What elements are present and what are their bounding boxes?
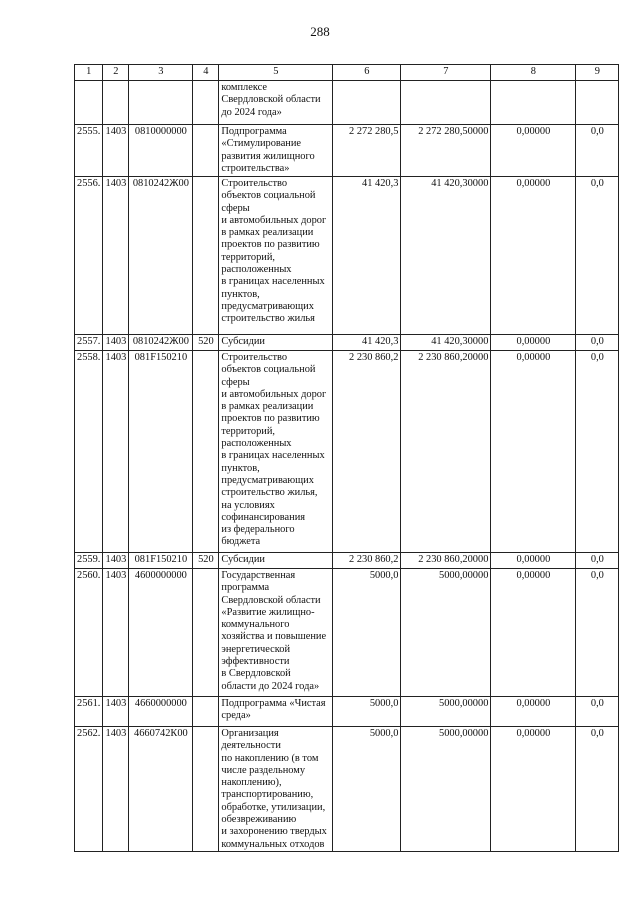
amount-col6: 41 420,3	[333, 335, 401, 351]
amount-col8	[491, 81, 576, 125]
page-number: 288	[310, 24, 330, 39]
column-header: 8	[491, 65, 576, 81]
amount-col8: 0,00000	[491, 697, 576, 727]
column-header: 2	[103, 65, 129, 81]
section-code: 1403	[103, 553, 129, 569]
amount-col6: 5000,0	[333, 697, 401, 727]
expense-type	[193, 81, 219, 125]
target-code: 4660000000	[129, 697, 193, 727]
amount-col7: 5000,00000	[401, 727, 491, 852]
budget-table	[74, 64, 619, 852]
table-row	[75, 351, 619, 553]
row-number	[75, 81, 103, 125]
item-name: Подпрограмма «Чистая среда»	[219, 697, 333, 727]
table-header-row	[75, 65, 619, 81]
item-name: Подпрограмма «Стимулирование развития жилищного строительства»	[219, 125, 333, 177]
section-code: 1403	[103, 125, 129, 177]
amount-col9: 0,0	[576, 727, 619, 852]
target-code: 4660742К00	[129, 727, 193, 852]
item-name: Государственная программа Свердловской области «Развитие жилищно- коммунального хозяйства и повышение энергетической эффективности в Свердловской области до 2024 года»	[219, 569, 333, 697]
amount-col9	[576, 81, 619, 125]
row-number: 2556.	[75, 177, 103, 335]
amount-col9: 0,0	[576, 125, 619, 177]
item-name: Строительство объектов социальной сферы и автомобильных дорог в рамках реализации проектов по развитию территорий, расположенных в границах населенных пунктов, предусматривающих строительство жилья, на условиях софинансирования из федерального бюджета	[219, 351, 333, 553]
column-header: 9	[576, 65, 619, 81]
amount-col6: 5000,0	[333, 569, 401, 697]
amount-col9: 0,0	[576, 553, 619, 569]
amount-col7: 41 420,30000	[401, 177, 491, 335]
target-code: 081F150210	[129, 553, 193, 569]
amount-col8: 0,00000	[491, 569, 576, 697]
amount-col9: 0,0	[576, 697, 619, 727]
table-row	[75, 569, 619, 697]
row-number: 2562.	[75, 727, 103, 852]
amount-col8: 0,00000	[491, 727, 576, 852]
expense-type: 520	[193, 335, 219, 351]
item-name: Субсидии	[219, 553, 333, 569]
amount-col7: 2 272 280,50000	[401, 125, 491, 177]
target-code: 0810242Ж00	[129, 335, 193, 351]
section-code: 1403	[103, 727, 129, 852]
expense-type: 520	[193, 553, 219, 569]
amount-col6: 2 272 280,5	[333, 125, 401, 177]
amount-col6: 41 420,3	[333, 177, 401, 335]
amount-col6: 5000,0	[333, 727, 401, 852]
amount-col6	[333, 81, 401, 125]
row-number: 2557.	[75, 335, 103, 351]
row-number: 2555.	[75, 125, 103, 177]
target-code	[129, 81, 193, 125]
target-code: 0810242Ж00	[129, 177, 193, 335]
amount-col9: 0,0	[576, 177, 619, 335]
expense-type	[193, 125, 219, 177]
amount-col8: 0,00000	[491, 125, 576, 177]
item-name: Организация деятельности по накоплению (в том числе раздельному накоплению), транспортированию, обработке, утилизации, обезвреживанию и захоронению твердых коммунальных отходов	[219, 727, 333, 852]
expense-type	[193, 569, 219, 697]
amount-col8: 0,00000	[491, 335, 576, 351]
section-code: 1403	[103, 697, 129, 727]
amount-col9: 0,0	[576, 569, 619, 697]
table-row	[75, 177, 619, 335]
target-code: 4600000000	[129, 569, 193, 697]
table-row	[75, 727, 619, 852]
table-row	[75, 697, 619, 727]
amount-col8: 0,00000	[491, 351, 576, 553]
amount-col7: 5000,00000	[401, 569, 491, 697]
amount-col8: 0,00000	[491, 553, 576, 569]
column-header: 4	[193, 65, 219, 81]
item-name: Строительство объектов социальной сферы и автомобильных дорог в рамках реализации проектов по развитию территорий, расположенных в границах населенных пунктов, предусматривающих строительство жилья	[219, 177, 333, 335]
row-number: 2559.	[75, 553, 103, 569]
expense-type	[193, 697, 219, 727]
amount-col7: 2 230 860,20000	[401, 351, 491, 553]
amount-col9: 0,0	[576, 335, 619, 351]
table-row	[75, 125, 619, 177]
column-header: 5	[219, 65, 333, 81]
expense-type	[193, 727, 219, 852]
section-code: 1403	[103, 177, 129, 335]
target-code: 0810000000	[129, 125, 193, 177]
section-code	[103, 81, 129, 125]
amount-col7	[401, 81, 491, 125]
amount-col7: 5000,00000	[401, 697, 491, 727]
target-code: 081F150210	[129, 351, 193, 553]
amount-col8: 0,00000	[491, 177, 576, 335]
row-number: 2560.	[75, 569, 103, 697]
column-header: 7	[401, 65, 491, 81]
column-header: 6	[333, 65, 401, 81]
row-number: 2561.	[75, 697, 103, 727]
table-row	[75, 335, 619, 351]
expense-type	[193, 177, 219, 335]
expense-type	[193, 351, 219, 553]
table-row	[75, 553, 619, 569]
amount-col7: 2 230 860,20000	[401, 553, 491, 569]
amount-col7: 41 420,30000	[401, 335, 491, 351]
item-name: комплексе Свердловской области до 2024 года»	[219, 81, 333, 125]
section-code: 1403	[103, 569, 129, 697]
table-row	[75, 81, 619, 125]
section-code: 1403	[103, 351, 129, 553]
amount-col9: 0,0	[576, 351, 619, 553]
column-header: 1	[75, 65, 103, 81]
amount-col6: 2 230 860,2	[333, 553, 401, 569]
column-header: 3	[129, 65, 193, 81]
row-number: 2558.	[75, 351, 103, 553]
amount-col6: 2 230 860,2	[333, 351, 401, 553]
section-code: 1403	[103, 335, 129, 351]
item-name: Субсидии	[219, 335, 333, 351]
